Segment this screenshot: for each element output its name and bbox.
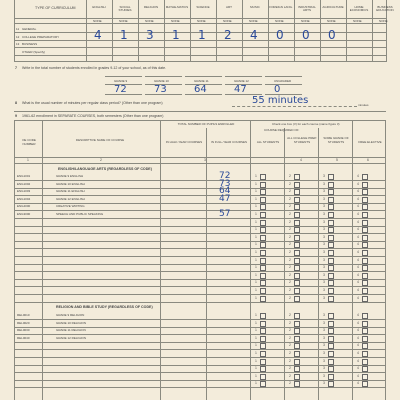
curriculum-header-0: ENGLISH [92,5,106,9]
english-check-num-4-0: 1 [255,204,257,209]
curriculum-col-divider-5 [216,0,217,62]
religion-check-num-3-3: 4 [357,335,359,340]
english-check-num-5-0: 1 [255,212,257,216]
religion-blank-check-num-x0-1: 2 [289,343,291,348]
religion-name-0: GRADE 9 RELIGION [56,313,85,317]
blank-check-num-2-2: 3 [323,234,325,239]
religion-check-num-1-1: 2 [289,320,291,325]
curriculum-subheader-5: NONE [223,19,232,23]
grade-label-0: GRADE 9 [114,79,128,83]
blank-check-num-0-2: 3 [323,219,325,224]
religion-check-num-0-1: 2 [289,313,291,317]
course-required-label: COURSE REQUIRED OF: [264,128,300,132]
table-top-rule [14,120,386,121]
blank-check-num-9-1: 2 [289,288,291,292]
col-divider-5 [284,128,285,400]
blank-check-num-6-0: 1 [255,265,257,270]
curriculum-value-9[interactable]: 0 [328,28,336,42]
religion-blank-check-num-x0-3: 4 [357,343,359,348]
blank-check-num-2-1: 2 [289,234,291,239]
col-header-college-prep: ALL COLLEGE PREP. STUDENTS [287,136,317,144]
curriculum-value-2[interactable]: 3 [146,28,154,42]
table-right-border [385,120,386,400]
grade-box-top-1 [145,76,182,77]
religion-check-num-1-2: 3 [323,320,325,325]
minutes-suffix: minutes [358,103,369,107]
blank-check-num-2-0: 1 [255,234,257,239]
header-bottom-rule [14,157,386,158]
column-number-4: 5 [336,158,338,162]
grade-label-4: UNGRADED [274,79,292,83]
blank-check-num-10-2: 3 [323,295,325,300]
course-code-5: ENG3000 [17,212,31,216]
religion-blank-check-num-x5-3: 4 [357,381,359,386]
blank-check-num-4-1: 2 [289,250,291,254]
religion-blank-check-num-x1-2: 3 [323,351,325,355]
grade-box-top-0 [105,76,142,77]
col-divider-7 [352,120,353,400]
check-header: Check one box (V) for each course (name figure 3) [272,122,340,126]
curriculum-header-4: SCIENCE [196,5,210,9]
blank-check-num-3-1: 2 [289,242,291,247]
blank-check-num-8-0: 1 [255,280,257,285]
curriculum-value-8[interactable]: 0 [302,28,310,42]
curriculum-col-divider-3 [164,0,165,62]
english-check-num-0-2: 3 [323,174,325,178]
curriculum-col-divider-4 [190,0,191,62]
curriculum-col-divider-2 [138,0,139,62]
curriculum-col-divider-9 [320,0,321,62]
curriculum-header-2: RELIGION [143,5,159,9]
religion-check-num-1-0: 1 [255,320,257,325]
col-header-all-students: ALL STUDENTS [256,140,280,144]
course-name-1: GRADE 10 ENGLISH [56,181,85,186]
religion-name-2: GRADE 11 RELIGION [56,328,86,333]
grade-box-top-2 [185,76,222,77]
blank-check-num-4-3: 4 [357,250,359,254]
english-check-num-2-2: 3 [323,189,325,194]
curriculum-subheader-2: NONE [145,19,154,23]
religion-blank-check-num-x3-0: 1 [255,366,257,371]
curriculum-col-divider-10 [346,0,347,62]
religion-check-num-2-0: 1 [255,328,257,333]
curriculum-subheader-6: NONE [249,19,258,23]
col-header-half-year: IN HALF-YEAR COURSES [165,140,203,144]
blank-check-num-8-2: 3 [323,280,325,285]
minutes-answer[interactable]: 55 minutes [252,95,309,106]
curriculum-subheader-11: NONE [379,19,388,23]
religion-check-num-3-0: 1 [255,335,257,340]
course-enrollment-3[interactable]: 47 [219,193,231,204]
english-check-num-2-1: 2 [289,189,291,194]
curriculum-subheader-1: NONE [119,19,128,23]
religion-code-1: REL0020 [17,320,30,325]
course-enrollment-2[interactable]: 64 [219,186,231,197]
curriculum-value-3[interactable]: 1 [172,28,180,42]
curriculum-header-7: FOREIGN LANG. [269,5,293,9]
religion-name-3: GRADE 12 RELIGION [56,335,87,340]
course-enrollment-1[interactable]: 73 [219,178,231,189]
religion-blank-check-num-x5-2: 3 [323,381,325,386]
border-left [14,0,15,62]
blank-check-num-0-1: 2 [289,219,291,224]
grade-box-mid-4 [265,84,302,85]
blank-check-num-2-3: 4 [357,234,359,239]
religion-blank-check-num-x1-1: 2 [289,351,291,355]
section-rule-top [14,61,386,62]
curriculum-col-divider-7 [268,0,269,62]
curriculum-header-5: ART [226,5,232,9]
blank-check-num-6-1: 2 [289,265,291,270]
blank-check-num-0-0: 1 [255,219,257,224]
english-check-num-2-3: 4 [357,189,359,194]
course-name-3: GRADE 12 ENGLISH [56,196,85,201]
blank-check-num-7-3: 4 [357,272,359,277]
section-8-text: What is the usual number of minutes per regular class period? (Other than one program) [22,101,163,105]
religion-code-3: REL0040 [17,335,30,340]
curriculum-col-divider-11 [372,0,373,62]
blank-check-num-5-1: 2 [289,257,291,262]
blank-check-num-9-2: 3 [323,288,325,292]
curriculum-value-0[interactable]: 4 [94,28,102,42]
religion-blank-check-num-x2-2: 3 [323,358,325,363]
col-divider-4 [250,120,251,400]
course-name-5: SPEECH AND PUBLIC SPEAKING [56,212,104,216]
grade-value-4[interactable]: 0 [274,84,281,95]
section-7-number: 7 [15,66,17,70]
english-check-num-5-3: 4 [357,212,359,216]
blank-check-num-7-0: 1 [255,272,257,277]
religion-code-0: REL0010 [17,313,30,317]
english-check-num-1-2: 3 [323,181,325,186]
blank-check-num-10-3: 4 [357,295,359,300]
course-enrollment-5[interactable]: 57 [219,209,231,219]
blank-check-num-8-3: 4 [357,280,359,285]
course-code-3: ENG1004 [17,196,31,201]
curriculum-subheader-3: NONE [171,19,180,23]
religion-check-num-3-2: 3 [323,335,325,340]
english-check-num-3-0: 1 [255,196,257,201]
curriculum-subheader-10: NONE [353,19,362,23]
english-check-num-0-0: 1 [255,174,257,178]
group-english-title: ENGLISH/LANGUAGE ARTS (REGARDLESS OF CODE) [58,167,152,171]
blank-check-num-3-0: 1 [255,242,257,247]
curriculum-header-1: SOCIAL STUDIES [118,5,132,13]
blank-check-num-5-2: 3 [323,257,325,262]
blank-check-num-4-2: 3 [323,250,325,254]
religion-blank-check-num-x3-3: 4 [357,366,359,371]
section-9-number: 9 [15,114,17,118]
religion-blank-check-num-x0-2: 3 [323,343,325,348]
blank-check-num-9-0: 1 [255,288,257,292]
religion-check-num-0-3: 4 [357,313,359,317]
column-number-1: 2 [100,158,102,162]
english-check-num-2-0: 1 [255,189,257,194]
blank-check-num-7-2: 3 [323,272,325,277]
blank-check-num-9-3: 4 [357,288,359,292]
col-header-total: TOTAL NUMBER OF PUPILS ENROLLED [177,122,235,126]
group-religion-title: RELIGION AND BIBLE STUDY (REGARDLESS OF CODE) [56,305,153,309]
column-number-0: 1 [27,158,29,162]
curriculum-row-label-0: GENERAL [22,27,37,31]
curriculum-row-label-1: COLLEGE PREPARATORY [22,34,60,39]
curriculum-row-number-2: 13 [16,42,20,46]
religion-check-num-0-2: 3 [323,313,325,317]
grade-value-3[interactable]: 47 [234,84,247,95]
curriculum-col-divider-1 [112,0,113,62]
col-divider-1 [42,120,43,400]
religion-blank-check-num-x4-2: 3 [323,373,325,378]
curriculum-header-8: INDUSTRIAL ARTS [298,5,316,13]
curriculum-header-11: BUSINESS EDUCATION [376,5,394,13]
blank-check-num-4-0: 1 [255,250,257,254]
grade-box-top-3 [225,76,262,77]
curriculum-subheader-8: NONE [301,19,310,23]
curriculum-header-6: MUSIC [250,5,260,9]
course-code-4: ENG4000 [17,204,31,209]
religion-blank-check-num-x4-3: 4 [357,373,359,378]
english-check-num-1-0: 1 [255,181,257,186]
religion-blank-check-num-x4-0: 1 [255,373,257,378]
col-divider-6 [318,128,319,400]
curriculum-header-3: MATHE-MATICS [165,5,189,9]
blank-check-num-5-0: 1 [255,257,257,262]
blank-check-num-1-3: 4 [357,227,359,232]
grade-label-2: GRADE 11 [194,79,209,83]
english-check-num-4-3: 4 [357,204,359,209]
religion-check-num-3-1: 2 [289,335,291,340]
english-check-num-3-1: 2 [289,196,291,201]
english-check-num-1-3: 4 [357,181,359,186]
table-left-border [14,120,15,400]
col-header-some-grade: SOME GRADE OF STUDENTS [323,136,349,144]
col-divider-2 [160,120,161,400]
curriculum-value-4[interactable]: 1 [198,28,206,42]
religion-blank-check-num-x2-0: 1 [255,358,257,363]
curriculum-value-5[interactable]: 2 [224,28,232,42]
blank-check-num-3-3: 4 [357,242,359,247]
english-check-num-3-3: 4 [357,196,359,201]
column-number-5: 6 [367,158,369,162]
english-check-num-5-1: 2 [289,212,291,216]
religion-check-num-2-1: 2 [289,328,291,333]
col-header-name: DESCRIPTIVE NAME OF COURSE [75,138,125,142]
grade-label-1: GRADE 10 [154,79,169,83]
english-check-num-0-3: 4 [357,174,359,178]
curriculum-subheader-7: NONE [275,19,284,23]
religion-blank-check-num-x2-3: 4 [357,358,359,363]
blank-check-num-1-1: 2 [289,227,291,232]
grade-value-2[interactable]: 64 [194,84,207,95]
english-check-num-4-1: 2 [289,204,291,209]
english-check-num-5-2: 3 [323,212,325,216]
curriculum-subheader-9: NONE [327,19,336,23]
course-enrollment-0[interactable]: 72 [219,171,231,181]
colnum-rule [14,163,386,164]
english-check-num-1-1: 2 [289,181,291,186]
curriculum-value-7[interactable]: 0 [276,28,284,42]
grade-value-1[interactable]: 73 [154,84,167,95]
course-name-0: GRADE 9 ENGLISH [56,174,84,178]
course-code-1: ENG1002 [17,181,31,186]
curriculum-subheader-4: NONE [197,19,206,23]
blank-check-num-0-3: 4 [357,219,359,224]
course-code-0: ENG1001 [17,174,31,178]
curriculum-col-divider-6 [242,0,243,62]
curriculum-col-divider-8 [294,0,295,62]
section-rule-8 [14,111,386,112]
column-number-2: 3 [204,158,206,162]
blank-check-num-8-1: 2 [289,280,291,285]
blank-check-num-10-0: 1 [255,295,257,300]
curriculum-row-rule-3 [14,55,386,56]
blank-check-num-3-2: 3 [323,242,325,247]
religion-blank-check-num-x5-1: 2 [289,381,291,386]
blank-check-num-5-3: 4 [357,257,359,262]
col-divider-3 [206,128,207,400]
religion-name-1: GRADE 10 RELIGION [56,320,87,325]
english-check-num-3-2: 3 [323,196,325,201]
col-header-code: OE CODE NUMBER [22,138,36,146]
religion-blank-check-num-x3-2: 3 [323,366,325,371]
curriculum-col-divider-0 [86,0,87,62]
course-name-2: GRADE 11 ENGLISH [56,189,85,194]
curriculum-row-number-0: 11 [16,27,20,31]
religion-code-2: REL0030 [17,328,30,333]
curriculum-row-rule-2 [14,47,386,48]
section-8-number: 8 [15,101,17,105]
curriculum-row-label-2: BUSINESS [22,42,38,46]
blank-check-num-6-3: 4 [357,265,359,270]
header-rule [14,18,386,19]
religion-check-num-1-3: 4 [357,320,359,325]
english-check-num-4-2: 3 [323,204,325,209]
english-check-num-0-1: 2 [289,174,291,178]
blank-check-num-6-2: 3 [323,265,325,270]
col-header-free-elective: FREE ELECTIVE [358,140,382,144]
religion-blank-check-num-x1-3: 4 [357,351,359,355]
curriculum-subheader-0: NONE [93,19,102,23]
section-9-text: 1961-62 enrollment in SEPARATE COURSES, both semesters (Other than one program) [22,114,164,118]
curriculum-title: TYPE OF CURRICULUM [35,6,76,10]
curriculum-value-6[interactable]: 4 [250,28,258,42]
religion-blank-check-num-x5-0: 1 [255,381,257,386]
minutes-underline [232,106,357,107]
curriculum-value-1[interactable]: 1 [120,28,128,42]
religion-check-num-0-0: 1 [255,313,257,317]
col-header-full-year: IN FULL-YEAR COURSES [210,140,247,144]
religion-blank-check-num-x1-0: 1 [255,351,257,355]
section-7-text: Write in the total number of students enrolled in grades 9-12 of your school, as of this date. [22,66,167,70]
religion-blank-check-num-x3-1: 2 [289,366,291,371]
religion-check-num-2-2: 3 [323,328,325,333]
grade-label-3: GRADE 12 [234,79,249,83]
religion-check-num-2-3: 4 [357,328,359,333]
religion-blank-check-num-x0-0: 1 [255,343,257,348]
curriculum-row-number-1: 12 [16,34,20,39]
curriculum-header-9: AGRICULTURE [322,5,344,9]
blank-check-num-1-0: 1 [255,227,257,232]
blank-check-num-10-1: 2 [289,295,291,300]
blank-check-num-7-1: 2 [289,272,291,277]
blank-check-num-1-2: 3 [323,227,325,232]
subheader-rule [14,23,386,24]
course-name-4: CREATIVE WRITING [56,204,85,209]
religion-blank-check-num-x2-1: 2 [289,358,291,363]
grade-box-top-4 [265,76,302,77]
course-code-2: ENG1003 [17,189,31,194]
column-number-3: 4 [300,158,302,162]
curriculum-row-label-3: OTHER (Specify) [22,49,46,54]
curriculum-header-10: HOME ECONOMICS [349,5,369,13]
grade-value-0[interactable]: 72 [114,84,127,95]
religion-blank-check-num-x4-1: 2 [289,373,291,378]
